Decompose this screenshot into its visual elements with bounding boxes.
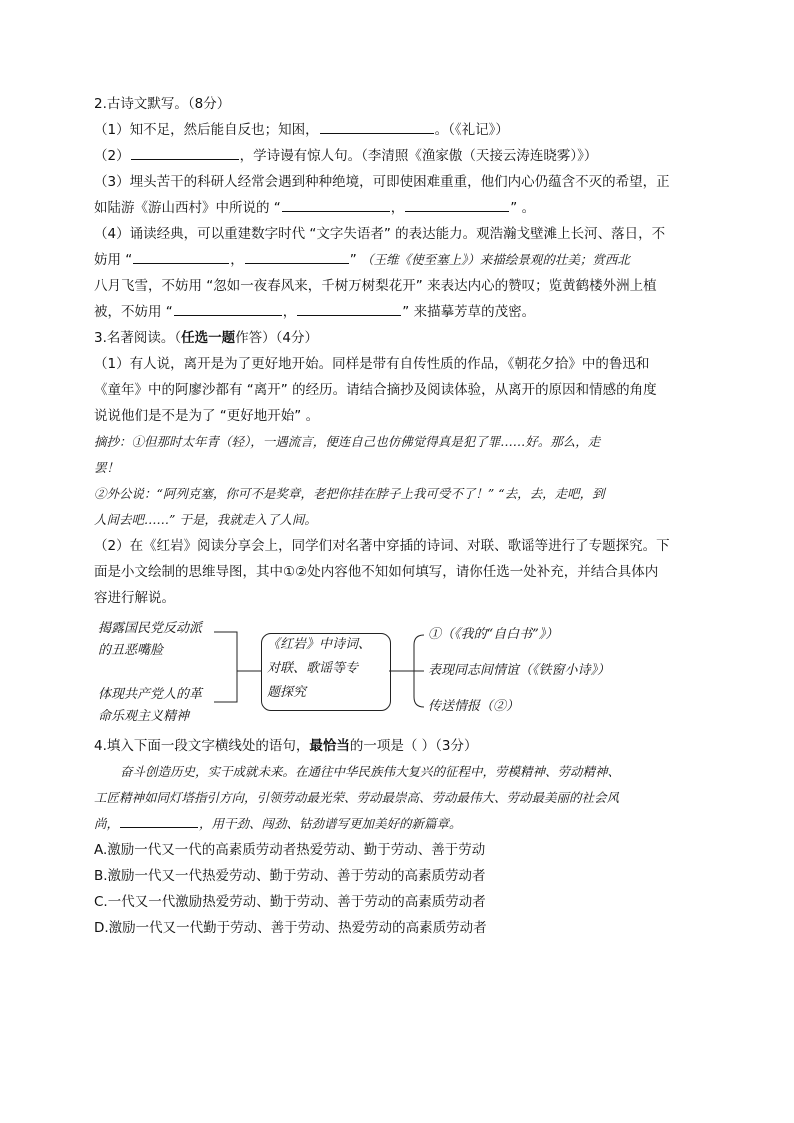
q4-option-b[interactable]: B.激励一代又一代热爱劳动、勤于劳动、善于劳动的高素质劳动者 — [94, 868, 486, 884]
answer-blank[interactable] — [174, 300, 282, 316]
q2-l6-text-a: 妨用 “ — [94, 252, 133, 268]
map-left-node-2-line-2: 命乐观主义精神 — [98, 709, 190, 724]
q4-para-line-3 — [94, 811, 704, 837]
q4-heading-emphasis: 最恰当 — [309, 738, 350, 754]
q2-l6-text-d: （王维《使至塞上》）来描绘景观的壮美；赏西北 — [361, 252, 630, 267]
q2-l6-text-c: ” — [349, 252, 362, 268]
map-right-node-2: 表现同志间情谊（《铁窗小诗》） — [428, 663, 611, 678]
map-left-node-2-line-1: 体现共产党人的革 — [98, 687, 203, 702]
q2-line-1 — [94, 117, 704, 143]
map-center-line-2: 对联、歌谣等专 — [267, 661, 359, 676]
q2-l4-text-a: 如陆游《游山西村》中所说的 “ — [94, 200, 281, 216]
q2-l2-text-b: ，学诗谩有惊人句。（李清照《渔家傲（天接云涛连晓雾）》） — [239, 148, 598, 164]
q4-option-a[interactable]: A.激励一代又一代的高素质劳动者热爱劳动、勤于劳动、善于劳动 — [94, 842, 486, 858]
map-left-node-1-line-2: 的丑恶嘴脸 — [98, 643, 164, 658]
q4-option-c[interactable]: C.一代又一代激励热爱劳动、勤于劳动、善于劳动的高素质劳动者 — [94, 894, 486, 910]
q2-l1-text-a: （1）知不足，然后能自反也；知困， — [94, 122, 319, 138]
q2-line-3: （3）埋头苦干的科研人经常会遇到种种绝境，可即使困难重重，他们内心仍蕴含不灭的希望，正 — [94, 174, 670, 190]
q3-p1-line-3: 说说他们是不是为了 “更好地开始” 。 — [94, 408, 320, 424]
answer-blank[interactable] — [133, 248, 229, 264]
q2-line-5: （4）诵读经典，可以重建数字时代 “文字失语者” 的表达能力。观浩瀚戈壁滩上长河、落日，不 — [94, 226, 666, 242]
q3-p1-line-1: （1）有人说，离开是为了更好地开始。同样是带有自传性质的作品，《朝花夕拾》中的鲁迅和 — [94, 356, 650, 372]
q4-para-line-2: 工匠精神如同灯塔指引方向，引领劳动最光荣、劳动最崇高、劳动最伟大、劳动最美丽的社会风 — [94, 790, 620, 805]
exam-page — [94, 91, 704, 941]
left-bracket — [214, 632, 237, 702]
q4-heading — [94, 733, 704, 759]
q3-p2-line-1: （2）在《红岩》阅读分享会上，同学们对名著中穿插的诗词、对联、歌谣等进行了专题探究。下 — [94, 538, 670, 554]
q2-l8-text-b: ， — [282, 304, 297, 320]
map-center-line-1: 《红岩》中诗词、 — [267, 637, 372, 652]
q3-excerpt-line-3: ②外公说：“阿列克塞，你可不是奖章，老把你挂在脖子上我可受不了！” “去，去，走吧，到 — [94, 486, 605, 501]
q2-heading: 2.古诗文默写。（8分） — [94, 96, 231, 112]
map-center-line-3: 题探究 — [267, 685, 307, 700]
q2-line-6 — [94, 247, 704, 273]
q3-p2-line-3: 容进行解说。 — [94, 590, 175, 606]
answer-blank[interactable] — [297, 300, 401, 316]
q2-line-2 — [94, 143, 704, 169]
map-right-node-1: ①（《我的“自白书”》） — [428, 627, 559, 642]
answer-blank[interactable] — [282, 196, 390, 212]
q3-excerpt-line-1: 摘抄：①但那时太年青（轻），一遇流言，便连自己也仿佛觉得真是犯了罪……好。那么，走 — [94, 434, 601, 449]
q2-l8-text-c: ” 来描摹芳草的茂密。 — [402, 304, 536, 320]
answer-blank[interactable] — [245, 248, 349, 264]
q3-excerpt-line-4: 人间去吧……” 于是，我就走入了人间。 — [94, 512, 317, 527]
q3-p1-line-2: 《童年》中的阿廖沙都有 “离开” 的经历。请结合摘抄及阅读体验，从离开的原因和情感的角度 — [94, 382, 657, 398]
q4-para-l3-a: 尚， — [94, 816, 120, 831]
q3-heading-a: 3.名著阅读。（ — [94, 330, 182, 346]
answer-blank[interactable] — [405, 196, 509, 212]
q2-l8-text-a: 被，不妨用 “ — [94, 304, 173, 320]
q3-heading-c: 作答）（4分） — [235, 330, 318, 346]
q3-excerpt-line-2: 罢！ — [94, 460, 120, 475]
q2-line-4 — [94, 195, 704, 221]
q4-para-line-1: 奋斗创造历史，实干成就未来。在通往中华民族伟大复兴的征程中，劳模精神、劳动精神、 — [120, 764, 621, 779]
map-left-node-1-line-1: 揭露国民党反动派 — [98, 621, 203, 636]
mind-map — [94, 619, 704, 729]
q3-heading-emphasis: 任选一题 — [181, 330, 236, 346]
q2-line-7: 八月飞雪，不妨用 “忽如一夜春风来，千树万树梨花开” 来表达内心的赞叹；览黄鹤楼外洲上植 — [94, 278, 657, 294]
q2-line-8 — [94, 299, 704, 325]
q4-para-l3-b: ，用干劲、闯劲、钻劲谱写更加美好的新篇章。 — [199, 816, 462, 831]
q2-l4-text-b: ， — [390, 200, 405, 216]
answer-blank[interactable] — [131, 144, 239, 160]
q4-option-d[interactable]: D.激励一代又一代勤于劳动、善于劳动、热爱劳动的高素质劳动者 — [94, 920, 487, 936]
q4-heading-a: 4.填入下面一段文字横线处的语句， — [94, 738, 310, 754]
q2-l4-text-c: ” 。 — [510, 200, 536, 216]
q4-heading-c: 的一项是（ ）（3分） — [349, 738, 478, 754]
map-right-node-3: 传送情报（②） — [428, 699, 520, 714]
answer-blank[interactable] — [320, 118, 434, 134]
answer-blank[interactable] — [120, 812, 198, 828]
q2-l6-text-b: ， — [230, 252, 244, 268]
q3-heading — [94, 325, 704, 351]
q2-l1-text-b: 。（《礼记》） — [434, 122, 509, 138]
q3-p2-line-2: 面是小文绘制的思维导图，其中①②处内容他不知如何填写，请你任选一处补充，并结合具体内 — [94, 564, 659, 580]
q2-l2-text-a: （2） — [94, 148, 130, 164]
